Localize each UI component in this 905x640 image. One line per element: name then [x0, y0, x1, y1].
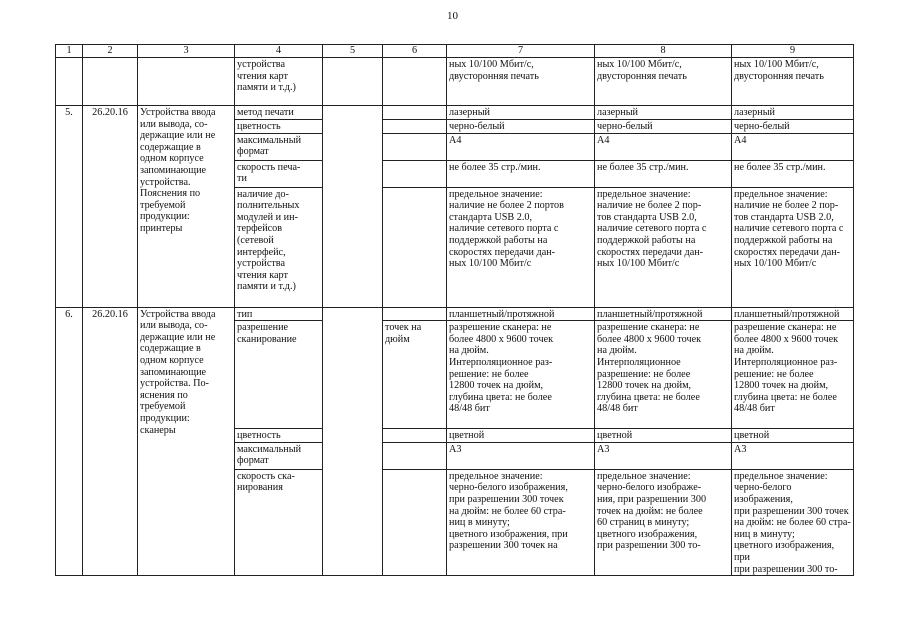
continuation-row [56, 58, 854, 106]
table-cell: не более 35 стр./мин. [449, 161, 541, 173]
table-cell: планшетный/протяжной [734, 308, 840, 320]
table-cell: максимальный формат [237, 134, 302, 158]
table-cell: скорость ска- нирования [237, 470, 295, 494]
table-cell: цветность [237, 121, 281, 132]
table-cell: А3 [597, 443, 610, 455]
item-name: Устройства ввода или вывода, со- держащие или не содержащие в одном корпусе запоминающие устройства. По- яснения по требуемой продукции: сканеры [140, 308, 216, 436]
table-cell: ных 10/100 Мбит/с, двусторонняя печать [597, 59, 687, 82]
table-cell: А3 [734, 443, 747, 455]
table-cell: точек на дюйм [385, 322, 422, 345]
spec-table [55, 44, 854, 576]
table-cell: цветность [237, 430, 281, 442]
table-cell: предельное значение: черно-белого изображения, при разрешении 300 точек на дюйм: не более 60 стра- ниц в минуту; цветного изображения, при при разрешении 300 то- [734, 470, 851, 575]
table-cell: цветной [597, 430, 633, 442]
header-cell: 2 [83, 45, 138, 58]
header-cell: 7 [447, 45, 595, 58]
table-cell: А3 [449, 443, 462, 455]
table-cell: предельное значение: черно-белого изображения, при разрешении 300 точек на дюйм: не более 60 стра- ниц в минуту; цветного изображения, при разрешении 300 точек на [449, 470, 568, 552]
table-cell: предельное значение: черно-белого изображе- ния, при разрешении 300 точек на дюйм: не более 60 страниц в минуту; цветного изображения, при разрешении 300 то- [597, 470, 707, 552]
table-row [56, 106, 854, 120]
table-cell: предельное значение: наличие не более 2 пор- тов стандарта USB 2.0, наличие сетевого порта с поддержкой работы на скоростях передачи дан- ных 10/100 Мбит/с [597, 188, 707, 270]
header-cell: 3 [138, 45, 235, 58]
table-cell: метод печати [237, 107, 294, 118]
header-cell: 4 [235, 45, 323, 58]
table-cell: разрешение сканера: не более 4800 х 9600 точек на дюйм. Интерполяционное разрешение: не более 12800 точек на дюйм, глубина цвета: не более 48/48 бит [597, 322, 702, 415]
header-row [56, 45, 854, 58]
table-cell: лазерный [597, 107, 638, 118]
table-cell: максимальный формат [237, 443, 302, 467]
header-cell: 5 [323, 45, 383, 58]
table-cell: наличие до- полнительных модулей и ин- терфейсов (сетевой интерфейс, устройства чтения карт памяти и т.д.) [237, 188, 300, 293]
table-cell: ных 10/100 Мбит/с, двусторонняя печать [734, 59, 824, 82]
table-cell: разрешение сканирование [237, 322, 297, 345]
item-name: Устройства ввода или вывода, со- держащие или не содержащие в одном корпусе запоминающие устройства. Пояснения по требуемой продукции: принтеры [140, 107, 216, 234]
page-number: 10 [447, 10, 458, 22]
row-number: 6. [56, 307, 83, 576]
header-cell: 1 [56, 45, 83, 58]
table-cell: цветной [449, 430, 485, 442]
okpd-code: 26.20.16 [83, 307, 138, 576]
table-cell: ных 10/100 Мбит/с, двусторонняя печать [449, 59, 539, 82]
okpd-code: 26.20.16 [83, 106, 138, 308]
table-cell: А4 [734, 134, 747, 146]
header-cell: 6 [383, 45, 447, 58]
table-cell: лазерный [449, 107, 490, 118]
table-row [56, 307, 854, 321]
header-cell: 8 [595, 45, 732, 58]
row-number: 5. [56, 106, 83, 308]
table-cell: разрешение сканера: не более 4800 х 9600 точек на дюйм. Интерполяционное раз- решение: не более 12800 точек на дюйм, глубина цвета: не более 48/48 бит [449, 322, 554, 415]
table-cell: устройства чтения карт памяти и т.д.) [237, 59, 296, 94]
table-cell: А4 [449, 134, 462, 146]
table-cell: планшетный/протяжной [449, 308, 555, 320]
table-cell: предельное значение: наличие не более 2 портов стандарта USB 2.0, наличие сетевого порта с поддержкой работы на скоростях передачи дан- ных 10/100 Мбит/с [449, 188, 564, 270]
table-cell: скорость печа- ти [237, 161, 301, 185]
table-cell: тип [237, 308, 253, 320]
table-cell: предельное значение: наличие не более 2 пор- тов стандарта USB 2.0, наличие сетевого порта с поддержкой работы на скоростях передачи дан- ных 10/100 Мбит/с [734, 188, 844, 270]
table-cell: черно-белый [449, 121, 505, 132]
table-cell: черно-белый [597, 121, 653, 132]
table-cell: цветной [734, 430, 770, 442]
header-cell: 9 [732, 45, 854, 58]
table-cell: А4 [597, 134, 610, 146]
table-cell: не более 35 стр./мин. [734, 161, 826, 173]
table-cell: планшетный/протяжной [597, 308, 703, 320]
table-cell: черно-белый [734, 121, 790, 132]
table-cell: лазерный [734, 107, 775, 118]
table-cell: разрешение сканера: не более 4800 х 9600 точек на дюйм. Интерполяционное раз- решение: не более 12800 точек на дюйм, глубина цвета: не более 48/48 бит [734, 322, 839, 415]
table-cell: не более 35 стр./мин. [597, 161, 689, 173]
